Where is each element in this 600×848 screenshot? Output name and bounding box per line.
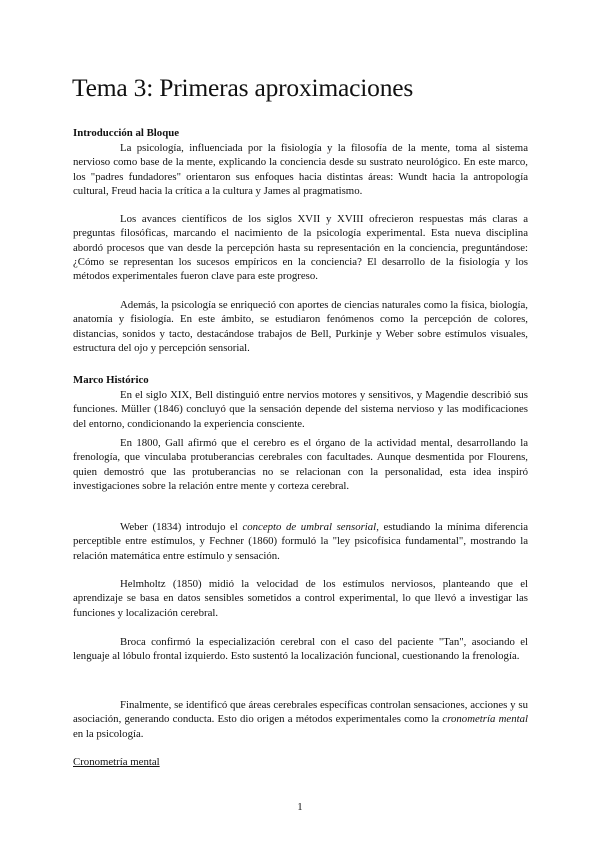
paragraph-block	[73, 436, 528, 493]
paragraph: Los avances científicos de los siglos XVII y XVIII ofrecieron respuestas más claras a preguntas filosóficas, marcando el nacimiento de la psicología experimental. Esta nueva disciplina abordó procesos que van desde la percepción hasta su representación en la conciencia, preguntándose: ¿Cómo se representan los sucesos empíricos en la conciencia? El desarrollo de la fisiología y los métodos experimentales fueron clave para este progreso.	[73, 213, 528, 283]
paragraph	[73, 698, 528, 741]
paragraph-block	[73, 520, 528, 563]
paragraph: En 1800, Gall afirmó que el cerebro es el órgano de la actividad mental, desarrollando la frenología, que vinculaba protuberancias cerebrales con facultades. Aunque desmentida por Flourens, quien demostró que las protuberancias no se relacionan con la personalidad, esta idea inspiró investigaciones sobre la relación entre mente y corteza cerebral.	[73, 437, 528, 492]
paragraph-block	[73, 212, 528, 283]
paragraph: En el siglo XIX, Bell distinguió entre nervios motores y sensitivos, y Magendie describió sus funciones. Müller (1846) concluyó que la sensación depende del sistema nervioso y las modificaciones del entorno, condicionando la experiencia consciente.	[73, 389, 528, 430]
text-run: , estudiando la mínima diferencia perceptible entre estímulos, y Fechner (1860) formuló la "ley psicofísica fundamental", mostrando la relación matemática entre estímulo y sensación.	[73, 521, 528, 562]
section-introduccion	[73, 126, 528, 198]
page-number: 1	[297, 801, 303, 813]
paragraph-block	[73, 577, 528, 620]
paragraph: Helmholtz (1850) midió la velocidad de los estímulos nerviosos, planteando que el aprendizaje se basa en datos sensibles sometidos a control experimental, lo que llevó a investigar las funciones y localización cerebral.	[73, 578, 528, 619]
section-marco-historico	[73, 373, 528, 431]
emphasis-text: cronometría mental	[442, 713, 528, 726]
page-title: Tema 3: Primeras aproximaciones	[72, 73, 414, 102]
text-run: Finalmente, se identificó que áreas cerebrales específicas controlan sensaciones, acciones y su asociación, generando conducta. Esto dio origen a métodos experimentales como la	[73, 699, 528, 726]
paragraph: La psicología, influenciada por la fisiología y la filosofía de la mente, toma al sistema nervioso como base de la mente, explicando la conciencia desde su sustrato neurológico. En este marco, los "padres fundadores" orientaron sus enfoques hacia distintas áreas: Wundt hacia la antropología cultural, Freud hacia la crítica a la cultura y James al pragmatismo.	[73, 142, 528, 197]
paragraph-block	[73, 298, 528, 355]
section-heading: Introducción al Bloque	[73, 127, 179, 139]
section-heading: Marco Histórico	[73, 374, 149, 386]
subsection-heading: Cronometría mental	[73, 756, 160, 768]
text-run: Weber (1834) introdujo el	[120, 521, 243, 533]
text-run: en la psicología.	[73, 727, 144, 740]
paragraph: Además, la psicología se enriqueció con aportes de ciencias naturales como la física, biología, anatomía y fisiología. En este ámbito, se estudiaron fenómenos como la percepción de colores, distancias, sonidos y tacto, destacándose trabajos de Bell, Purkinje y Weber sobre estímulos visuales, estructura del ojo y percepción sensorial.	[73, 299, 528, 354]
emphasis-text: concepto de umbral sensorial	[242, 521, 377, 533]
paragraph-block	[73, 698, 528, 741]
paragraph	[73, 520, 528, 563]
section-cronometria	[73, 755, 528, 770]
paragraph-block	[73, 635, 528, 664]
paragraph: Broca confirmó la especialización cerebral con el caso del paciente "Tan", asociando el lenguaje al lóbulo frontal izquierdo. Esto sustentó la localización funcional, cuestionando la frenología.	[73, 636, 528, 663]
